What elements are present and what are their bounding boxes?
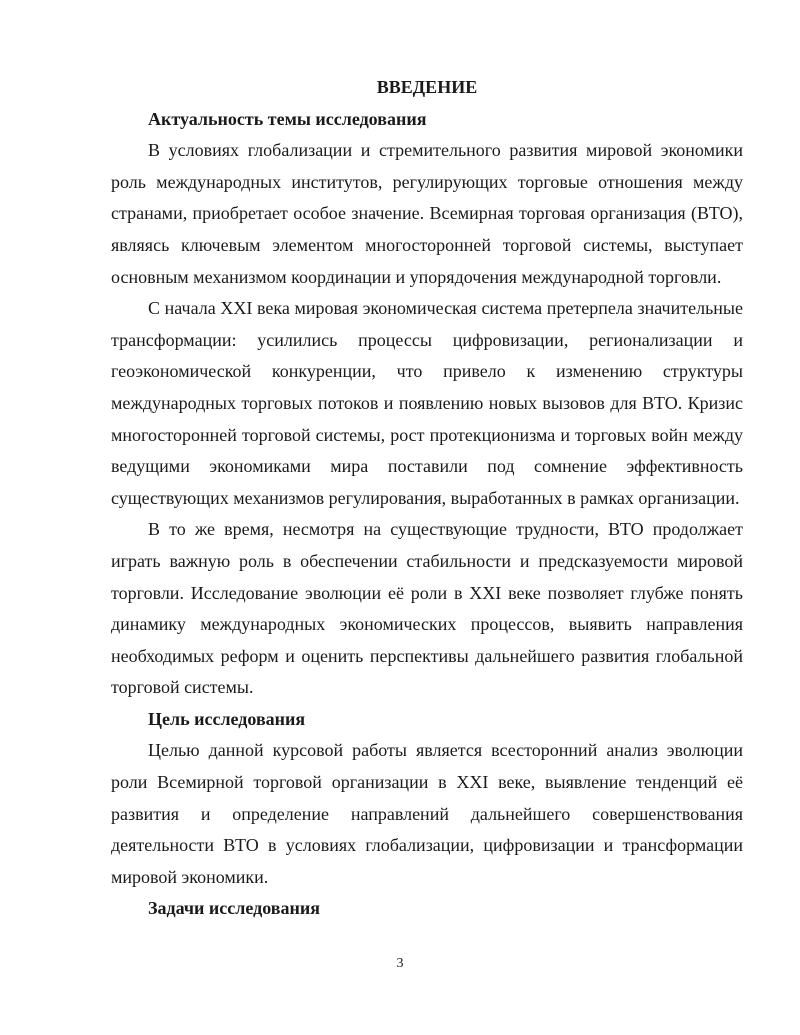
section-heading-relevance: Актуальность темы исследования <box>148 108 427 129</box>
section-heading-tasks: Задачи исследования <box>148 898 320 919</box>
page-content <box>111 72 743 925</box>
paragraph: С начала XXI века мировая экономическая система претерпела значительные трансформации: усилились процессы цифровизации, регионализации и геоэкономической конкуренции, что привело к изменению структуры международных торговых потоков и появлению новых вызовов для ВТО. Кризис многосторонней торговой системы, рост протекционизма и торговых войн между ведущими экономиками мира поставили под сомнение эффективность существующих механизмов регулирования, выработанных в рамках организации. <box>111 298 743 508</box>
paragraph: Целью данной курсовой работы является всесторонний анализ эволюции роли Всемирной торговой организации в XXI веке, выявление тенденций её развития и определение направлений дальнейшего совершенствования деятельности ВТО в условиях глобализации, цифровизации и трансформации мировой экономики. <box>111 740 743 887</box>
document-title: ВВЕДЕНИЕ <box>376 77 478 97</box>
paragraph: В условиях глобализации и стремительного развития мировой экономики роль международных институтов, регулирующих торговые отношения между странами, приобретает особое значение. Всемирная торговая организация (ВТО), являясь ключевым элементом многосторонней торговой системы, выступает основным механизмом координации и упорядочения международной торговли. <box>111 140 743 287</box>
paragraph: В то же время, несмотря на существующие трудности, ВТО продолжает играть важную роль в обеспечении стабильности и предсказуемости мировой торговли. Исследование эволюции её роли в XXI веке позволяет глубже понять динамику международных экономических процессов, выявить направления необходимых реформ и оценить перспективы дальнейшего развития глобальной торговой системы. <box>111 519 743 698</box>
page-number: 3 <box>396 956 404 971</box>
section-heading-goal: Цель исследования <box>148 708 306 729</box>
